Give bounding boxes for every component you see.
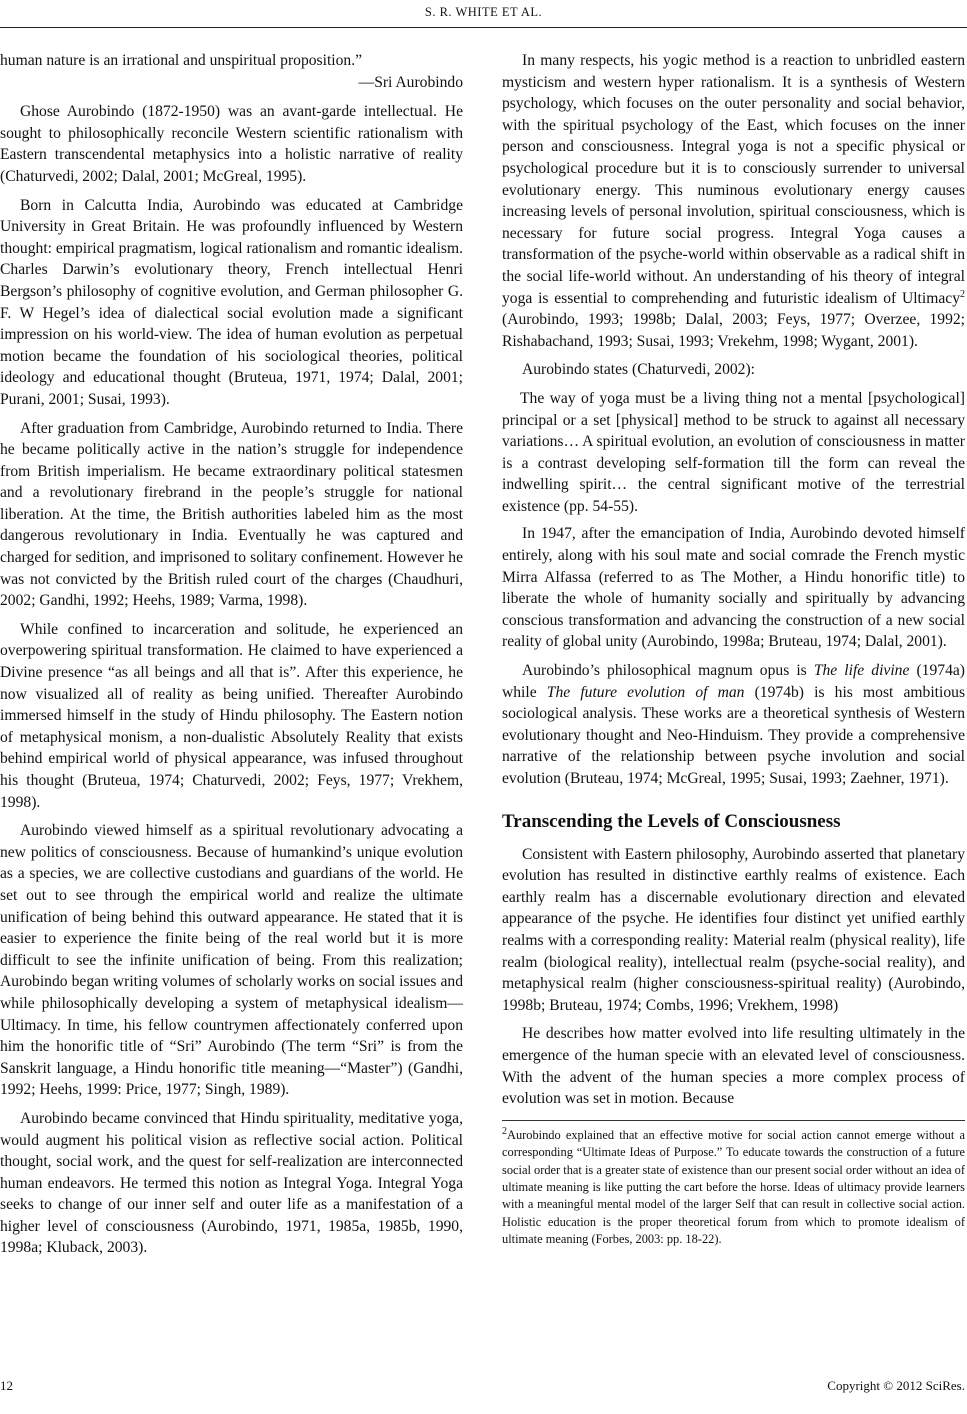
paragraph: Aurobindo became convinced that Hindu spirituality, meditative yoga, would augment his political vision as reflective social action. Political thought, social work, and the quest for self-realization are interconnected human endeavors. He termed this notion as Integral Yoga. Integral Yoga seeks to change of our inner self and outer life as a manifestation of a higher level of consciousness (Aurobindo, 1971, 1985a, 1985b, 1990, 1998a; Kluback, 2003). xyxy=(0,1109,463,1257)
footnote-mark: 2 xyxy=(502,1125,507,1137)
paragraph-text: (1974b) is his most ambitious sociological analysis. These works are a theoretical synthesis of Western evolutionary thought and Neo-Hinduism. They provide a comprehensive narrative of the relationship between psyche involution and social evolution (Bruteau, 1974; McGreal, 1995; Susai, 1993; Zaehner, 1971). xyxy=(502,683,966,787)
quote-attribution: —Sri Aurobindo xyxy=(358,73,463,91)
paragraph: While confined to incarceration and solitude, he experienced an overpowering spiritual transformation. He claimed to have experienced a Divine presence “as all beings and all that is”. After this experience, he now visualized all of reality as being unified. Thereafter Aurobindo immersed himself in the study of Hindu philosophy. The Eastern notion of metaphysical monism, a non-dualistic Absolutely Reality that exists behind empirical world of physical appearance, was infused throughout his thought (Bruteua, 1974; Chaturvedi, 2002; Feys, 1977; Vrekhem, 1998). xyxy=(0,620,463,811)
block-quote: The way of yoga must be a living thing not a mental [psychological] principal or a set [physical] method to be struck to against all necessary variations… A spiritual evolution, an evolution of consciousness in matter is a contrast developing self-formation till the form can reveal the indwelling spirit… the central significant motive of the terrestrial existence (pp. 54-55). xyxy=(502,389,965,515)
footnote-reference: 2 xyxy=(960,288,965,300)
paragraph: In 1947, after the emancipation of India, Aurobindo devoted himself entirely, along with his soul mate and social comrade the French mystic Mirra Alfassa (referred to as The Mother, a Hindu honorific title) to liberate the whole of humanity socially and spiritually by advancing conscious transformation and advancing the construction of a new social reality of global unity (Aurobindo, 1998a; Bruteau, 1974; Dalal, 2001). xyxy=(502,525,965,651)
paragraph: Ghose Aurobindo (1872-1950) was an avant-garde intellectual. He sought to philosophically reconcile Western scientific rationalism with Eastern transcendental metaphysics into a holistic narrative of reality (Chaturvedi, 2002; Dalal, 2001; McGreal, 1995). xyxy=(0,103,463,185)
paragraph-text: (Aurobindo, 1993; 1998b; Dalal, 2003; Feys, 1977; Overzee, 1992; Rishabachand, 1993; Susai, 1993; Vrekehm, 1998; Wygant, 2001). xyxy=(502,311,965,350)
paragraph xyxy=(502,660,965,790)
header-rule xyxy=(0,27,967,28)
paragraph-text: Aurobindo’s philosophical magnum opus is xyxy=(522,662,814,680)
copyright-notice: Copyright © 2012 SciRes. xyxy=(827,1378,965,1393)
footnote-text: Aurobindo explained that an effective motive for social action cannot emerge without a corresponding “Ultimate Ideas of Purpose.” To educate towards the construction of a future social order that is a greater state of existence than our present social order without an idea of ultimate meaning is like putting the cart before the horse. Ideas of ultimacy provide learners with a meaningful mental model of the larger Self that can result in collective social action. Holistic education is the proper theoretical forum from which to promote idealism of ultimate meaning (Forbes, 2003: pp. 18-22). xyxy=(502,1127,965,1247)
footnote xyxy=(502,1127,965,1249)
paragraph-text: In many respects, his yogic method is a reaction to unbridled eastern mysticism and western hyper rationalism. It is a synthesis of Western psychology, which focuses on the outer personality and social behavior, with the spiritual psychology of the East, which focuses on the inner person and consciousness. Integral yoga is not a specific physical or psychological procedure but it is to consciously surrender to universal evolutionary energy. This numinous evolutionary energy causes increasing levels of personal involution, spiritual consciousness, which is necessary for future social progress. Integral Yoga causes a transformation of the psyche-world within observable as a radical shift in the social life-world without. An understanding of his theory of integral yoga is essential to comprehending and futuristic idealism of Ultimacy xyxy=(502,52,965,307)
paragraph: Born in Calcutta India, Aurobindo was educated at Cambridge University in Great Britain. He was profoundly influenced by Western thought: empirical pragmatism, logical rationalism and romantic idealism. Charles Darwin’s evolutionary theory, French intellectual Henri Bergson’s philosophy of cognitive evolution, and German philosopher G. F. W Hegel’s idea of dialectical social evolution made a significant impression on his world-view. The idea of human evolution as perpetual motion became the foundation of his sociological theories, political ideology and educational thought (Bruteua, 1971, 1974; Dalal, 2001; Purani, 2001; Susai, 1993). xyxy=(0,196,463,408)
paragraph xyxy=(502,50,965,352)
page-number: 12 xyxy=(0,1378,13,1393)
paragraph: Aurobindo viewed himself as a spiritual revolutionary advocating a new politics of consciousness. Because of humankind’s unique evolution as a species, we are collective custodians and guardians of the world. He set out to see through the empirical world and realize the ultimate unification of being behind this outward appearance. He stated that it is easier to experience the finite being of the real world but it is more difficult to see the infinite unification of being. From this realization; Aurobindo began writing volumes of scholarly works on social issues and while philosophically developing a system of metaphysical idealism—Ultimacy. In time, his fellow countrymen affectionately conferred upon him the honorific title of “Sri” Aurobindo (The term “Sri” is from the Sanskrit language, a Hindu honorific title meaning—“Master”) (Gandhi, 1992; Heehs, 1999: Price, 1977; Singh, 1989). xyxy=(0,822,463,1099)
running-head: S. R. WHITE ET AL. xyxy=(424,5,543,19)
paragraph-text: (1974a) while xyxy=(502,662,965,701)
paragraph: After graduation from Cambridge, Aurobindo returned to India. There he became politically active in the nation’s struggle for independence from British imperialism. He became extraordinary political statesmen and a revolutionary firebrand in the people’s struggle for national liberation. At the time, the British authorities labeled him as the most dangerous revolutionary in India. Eventually he was captured and charged for sedition, and imprisoned to solitary confinement. However he was not convicted by the British ruled court of the charges (Chaudhuri, 2002; Gandhi, 1992; Heehs, 1989; Varma, 1998). xyxy=(0,419,463,610)
footnote-rule xyxy=(502,1120,965,1121)
left-column xyxy=(0,50,463,1266)
opening-quote: human nature is an irrational and unspiritual proposition.” xyxy=(0,52,363,69)
book-title: The life divine xyxy=(813,662,910,680)
right-column xyxy=(502,50,965,1249)
paragraph: Consistent with Eastern philosophy, Aurobindo asserted that planetary evolution has resulted in distinctive earthly realms of existence. Each earthly realm has a discernable evolutionary direction and elevated appearance of the psyche. He identifies four distinct yet unified earthly realms with a corresponding reality: Material realm (physical reality), life realm (biological reality), intellectual realm (psyche-social reality), and metaphysical realm (higher consciousness-spiritual reality) (Aurobindo, 1998b; Bruteau, 1974; Combs, 1996; Vrekhem, 1998) xyxy=(502,845,965,1014)
section-heading: Transcending the Levels of Consciousness xyxy=(502,810,841,832)
book-title: The future evolution of man xyxy=(546,683,745,701)
paragraph: Aurobindo states (Chaturvedi, 2002): xyxy=(522,361,756,379)
paragraph: He describes how matter evolved into life resulting ultimately in the emergence of the human specie with an elevated level of consciousness. With the advent of the human species a more complex process of evolution was set in motion. Because xyxy=(502,1025,965,1108)
